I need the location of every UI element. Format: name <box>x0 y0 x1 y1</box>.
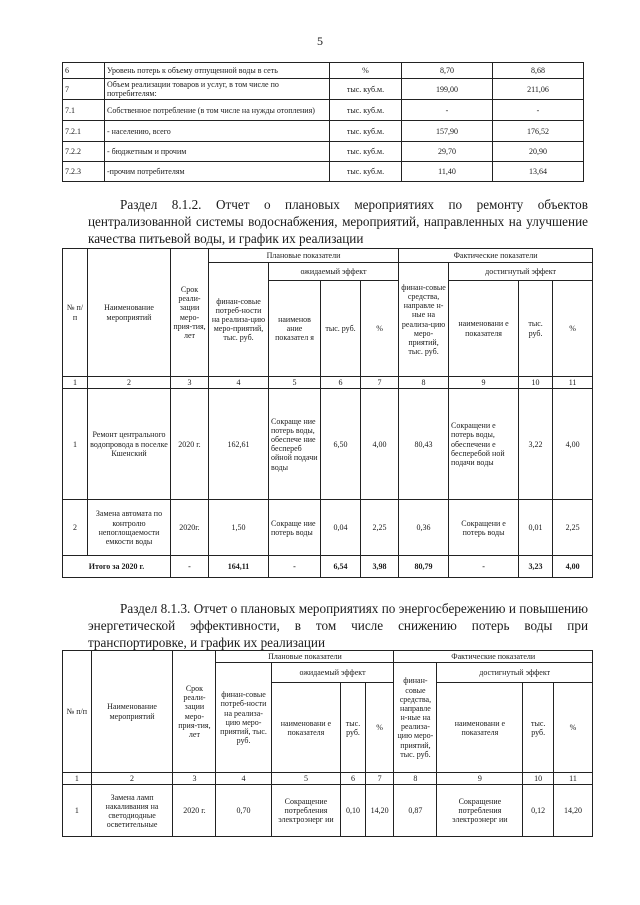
row-value-1: 199,00 <box>402 79 493 100</box>
table-row <box>63 100 584 121</box>
row-number: 7.2.3 <box>63 162 105 182</box>
row-name: Объем реализации товаров и услуг, в том числе по потребителям: <box>105 79 330 100</box>
section-8-1-2-table <box>62 248 593 578</box>
header-achieved: достигнутый эффект <box>437 663 593 683</box>
header-plan-fin: финан-совые потреб-ности на реализа-цию меро-приятий, тыс. руб. <box>209 263 269 377</box>
row-unit: тыс. куб.м. <box>330 162 402 182</box>
column-numbers-row: 1 2 3 4 5 6 7 8 9 10 11 <box>63 377 593 389</box>
header-exp-pct: % <box>361 281 399 377</box>
header-ach-name: наименовани е показателя <box>449 281 519 377</box>
row-name: Собственное потребление (в том числе на нужды отопления) <box>105 100 330 121</box>
header-ach-rub: тыс. руб. <box>523 683 554 773</box>
section-8-1-2-heading: Раздел 8.1.2. Отчет о плановых мероприятиях по ремонту объектов централизованной системы водоснабжения, мероприятий, направленных на улучшение качества питьевой воды, и график их реализации <box>88 197 588 246</box>
row-value-2: 176,52 <box>493 121 584 142</box>
row-number: 6 <box>63 63 105 79</box>
table-row <box>63 162 584 182</box>
header-exp-name: наименовани е показателя <box>271 683 341 773</box>
row-value-1: 157,90 <box>402 121 493 142</box>
row-name: Уровень потерь к объему отпущенной воды в сеть <box>105 63 330 79</box>
table-row: 2 Замена автомата по контролю непоглощаемости емкости воды 2020г. 1,50 Сокраще ние потерь воды 0,04 2,25 0,36 Сокращени е потерь воды 0,01 2,25 <box>63 500 593 556</box>
header-fact-fin: финан-совые средства, направле н-ные на реализа-цию меро-приятий, тыс. руб. <box>394 663 437 773</box>
header-num: № п/п <box>63 651 92 773</box>
row-unit: тыс. куб.м. <box>330 121 402 142</box>
row-number: 7.1 <box>63 100 105 121</box>
section-8-1-3-table <box>62 650 593 837</box>
header-num: № п/п <box>63 249 88 377</box>
header-term: Срок реали-зации меро-прия-тия, лет <box>171 249 209 377</box>
row-name: - бюджетным и прочим <box>105 142 330 162</box>
row-value-2: - <box>493 100 584 121</box>
row-unit: тыс. куб.м. <box>330 142 402 162</box>
section-8-1-3-heading: Раздел 8.1.3. Отчет о плановых мероприятиях по энергосбережению и повышению энергетической эффективности, в том числе снижению потерь воды при транспортировке, и график их реализации <box>88 601 588 650</box>
header-achieved: достигнутый эффект <box>449 263 593 281</box>
row-value-1: 11,40 <box>402 162 493 182</box>
row-unit: тыс. куб.м. <box>330 79 402 100</box>
header-term: Срок реали-зации меро-прия-тия, лет <box>173 651 216 773</box>
total-row: Итого за 2020 г. - 164,11 - 6,54 3,98 80,79 - 3,23 4,00 <box>63 556 593 578</box>
row-name: - населению, всего <box>105 121 330 142</box>
table-row <box>63 142 584 162</box>
row-value-2: 13,64 <box>493 162 584 182</box>
header-expected: ожидаемый эффект <box>271 663 394 683</box>
header-fact: Фактические показатели <box>399 249 593 263</box>
header-exp-name: наименов ание показател я <box>269 281 321 377</box>
row-value-1: 29,70 <box>402 142 493 162</box>
header-ach-rub: тыс. руб. <box>519 281 553 377</box>
row-value-2: 8,68 <box>493 63 584 79</box>
header-ach-pct: % <box>554 683 593 773</box>
header-expected: ожидаемый эффект <box>269 263 399 281</box>
header-fact-fin: финан-совые средства, направле н-ные на реализа-цию меро-приятий, тыс. руб. <box>399 263 449 377</box>
column-numbers-row: 1 2 3 4 5 6 7 8 9 10 11 <box>63 773 593 785</box>
row-value-1: 8,70 <box>402 63 493 79</box>
header-name: Наименование мероприятий <box>91 651 173 773</box>
header-plan: Плановые показатели <box>209 249 399 263</box>
table-row: 1 Ремонт центрального водопровода в поселке Кшенский 2020 г. 162,61 Сокраще ние потерь воды, обеспече ние беспереб ойной подачи воды 6,50 4,00 80,43 Сокращени е потерь воды, обеспечени е бесперебой ной подачи воды 3,22 4,00 <box>63 389 593 500</box>
row-unit: % <box>330 63 402 79</box>
page-number: 5 <box>317 34 323 48</box>
row-value-1: - <box>402 100 493 121</box>
header-ach-pct: % <box>553 281 593 377</box>
table-row <box>63 63 584 79</box>
indicators-table <box>62 62 584 182</box>
table-row: 1 Замена ламп накаливания на светодиодные осветительные 2020 г. 0,70 Сокращение потребления электроэнерг ии 0,10 14,20 0,87 Сокращение потребления электроэнерг ии 0,12 14,20 <box>63 785 593 837</box>
header-name: Наименование мероприятий <box>88 249 171 377</box>
header-fact: Фактические показатели <box>394 651 593 663</box>
table-row <box>63 121 584 142</box>
row-value-2: 20,90 <box>493 142 584 162</box>
table-row <box>63 79 584 100</box>
header-plan-fin: финан-совые потреб-ности на реализа-цию меро-приятий, тыс. руб. <box>216 663 271 773</box>
row-value-2: 211,06 <box>493 79 584 100</box>
row-number: 7.2.1 <box>63 121 105 142</box>
row-name: -прочим потребителям <box>105 162 330 182</box>
header-exp-rub: тыс. руб. <box>341 683 366 773</box>
header-plan: Плановые показатели <box>216 651 394 663</box>
row-number: 7 <box>63 79 105 100</box>
header-exp-pct: % <box>365 683 394 773</box>
header-ach-name: наименовани е показателя <box>437 683 523 773</box>
header-exp-rub: тыс. руб. <box>321 281 361 377</box>
row-number: 7.2.2 <box>63 142 105 162</box>
row-unit: тыс. куб.м. <box>330 100 402 121</box>
